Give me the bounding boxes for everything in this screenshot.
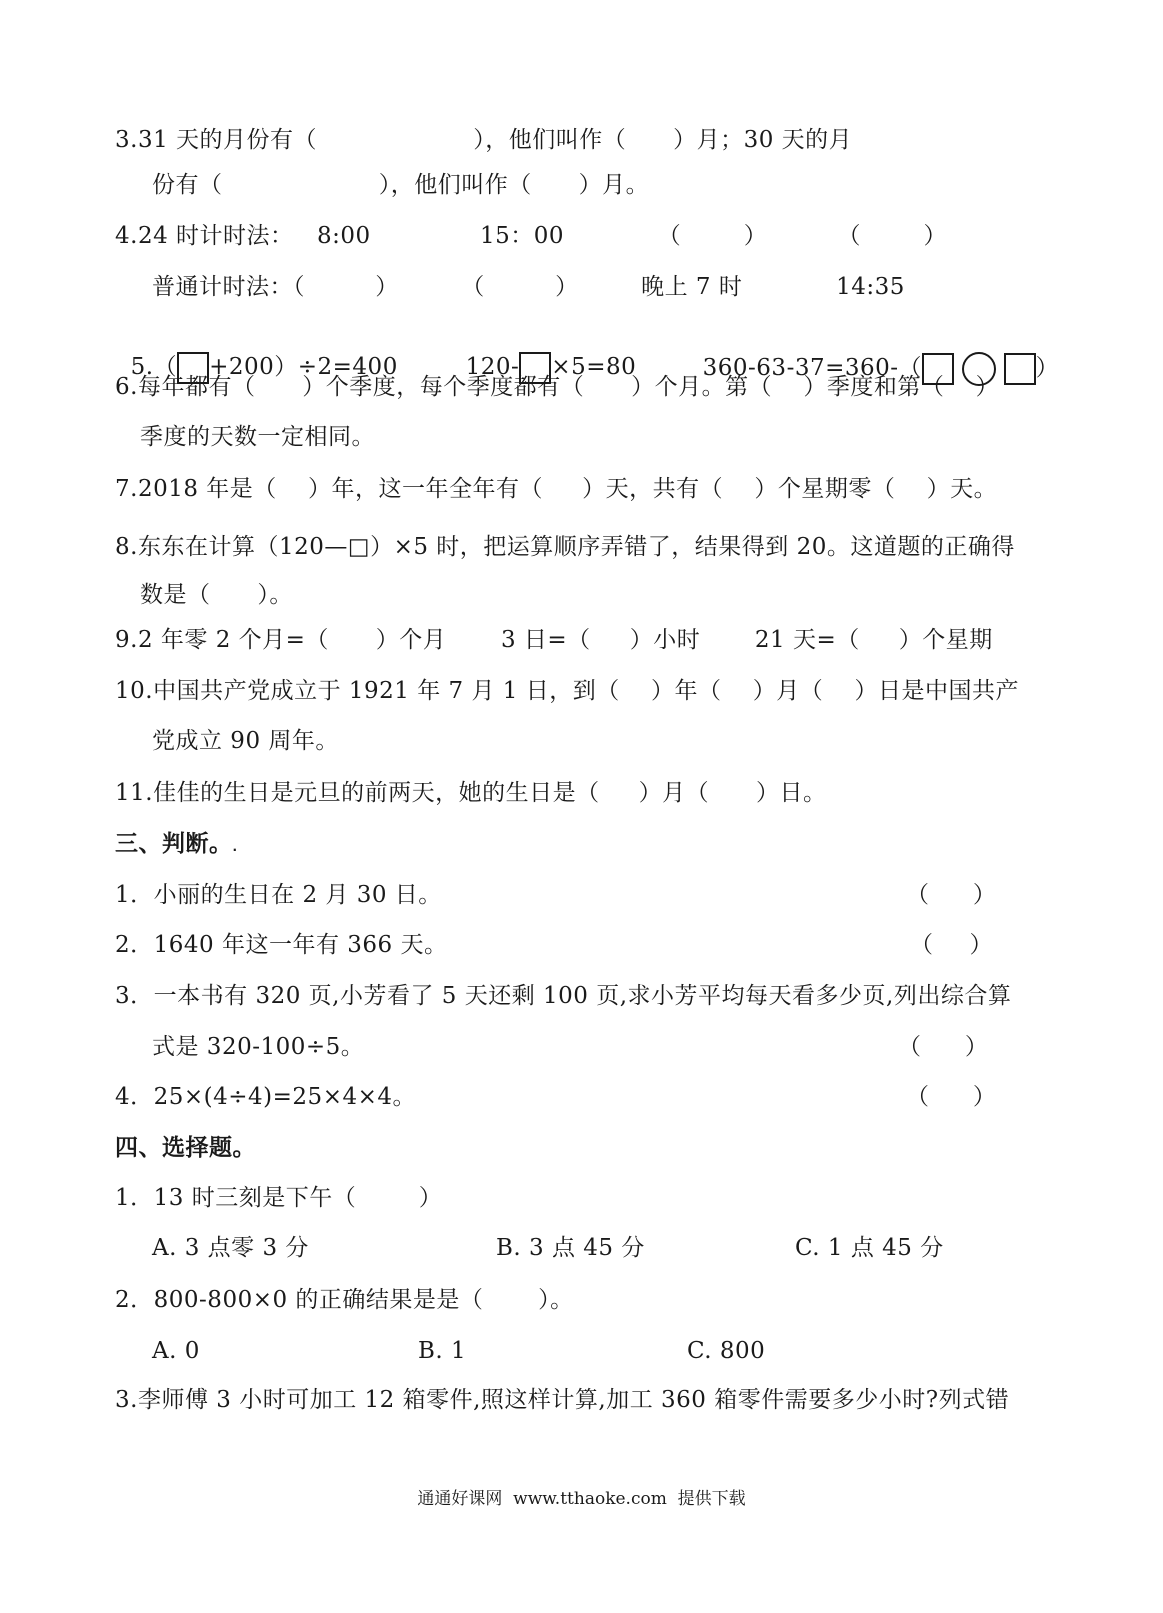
- choice-2-option-b[interactable]: B. 1: [418, 1338, 467, 1364]
- question-9: 9.2 年零 2 个月=（ ）个月 3 日=（ ）小时 21 天=（ ）个星期: [115, 627, 993, 653]
- judge-answer-paren-2[interactable]: （ ）: [910, 932, 993, 958]
- judge-item-3-line-2: 式是 320-100÷5。: [152, 1034, 365, 1060]
- judge-answer-paren-4[interactable]: （ ）: [906, 1084, 996, 1110]
- judge-item-3-line-1: 3．一本书有 320 页,小芳看了 5 天还剩 100 页,求小芳平均每天看多少页,列出综合算: [115, 983, 1012, 1009]
- choice-question-1: 1．13 时三刻是下午（ ）: [115, 1185, 443, 1211]
- judge-answer-paren-3[interactable]: （ ）: [898, 1034, 988, 1060]
- question-11: 11.佳佳的生日是元旦的前两天，她的生日是（ ）月（ ）日。: [115, 780, 827, 806]
- question-3-line-1: 3.31 天的月份有（ ），他们叫作（ ）月；30 天的月: [115, 127, 853, 153]
- judge-answer-paren-1[interactable]: （ ）: [906, 882, 996, 908]
- choice-1-option-c[interactable]: C. 1 点 45 分: [795, 1235, 944, 1261]
- judge-item-4: 4．25×(4÷4)=25×4×4。: [115, 1084, 417, 1110]
- question-10-line-1: 10.中国共产党成立于 1921 年 7 月 1 日，到（ ）年（ ）月（ ）日是中国共产: [115, 678, 1019, 704]
- section-heading-choice: 四、选择题。: [115, 1135, 256, 1161]
- section-heading-text: 三、判断。: [115, 831, 233, 857]
- question-8-line-1: 8.东东在计算（120—□）×5 时，把运算顺序弄错了，结果得到 20。这道题的正确得: [115, 534, 1015, 560]
- section-heading-mark: .: [232, 840, 238, 854]
- question-6-line-1: 6.每年都有（ ）个季度，每个季度都有（ ）个月。第（ ）季度和第（ ）: [115, 374, 1000, 400]
- question-6-line-2: 季度的天数一定相同。: [140, 424, 375, 450]
- q5-part-c-prefix: 360-63-37=360-（: [702, 355, 923, 381]
- section-heading-judge: [115, 829, 238, 862]
- q5-part-c-suffix: ）: [1035, 355, 1060, 381]
- q5-part-b-suffix: ×5=80: [551, 354, 637, 380]
- q5-part-a-prefix: 5.（: [130, 354, 178, 380]
- judge-item-2: 2．1640 年这一年有 366 天。: [115, 932, 448, 958]
- question-4-line-2: 普通计时法：（ ） （ ） 晚上 7 时 14:35: [152, 274, 905, 300]
- q5-part-a-suffix: +200）÷2=400: [209, 354, 398, 380]
- choice-2-option-c[interactable]: C. 800: [687, 1338, 766, 1364]
- question-8-line-2: 数是（ ）。: [140, 582, 293, 608]
- choice-2-option-a[interactable]: A. 0: [152, 1338, 200, 1364]
- answer-box[interactable]: [1004, 353, 1036, 385]
- choice-question-2: 2．800-800×0 的正确结果是是（ ）。: [115, 1287, 574, 1313]
- page-footer: 通通好课网 www.tthaoke.com 提供下载: [417, 1489, 746, 1509]
- judge-item-1: 1．小丽的生日在 2 月 30 日。: [115, 882, 442, 908]
- choice-1-option-a[interactable]: A. 3 点零 3 分: [152, 1235, 309, 1261]
- question-4-line-1: 4.24 时计时法： 8:00 15：00 （ ） （ ）: [115, 223, 947, 249]
- question-3-line-2: 份有（ ），他们叫作（ ）月。: [152, 172, 650, 198]
- question-10-line-2: 党成立 90 周年。: [152, 728, 339, 754]
- question-7: 7.2018 年是（ ）年，这一年全年有（ ）天，共有（ ）个星期零（ ）天。: [115, 476, 998, 502]
- q5-part-b-prefix: 120-: [465, 354, 520, 380]
- choice-question-3: 3.李师傅 3 小时可加工 12 箱零件,照这样计算,加工 360 箱零件需要多少小时?列式错: [115, 1387, 1010, 1413]
- choice-1-option-b[interactable]: B. 3 点 45 分: [496, 1235, 645, 1261]
